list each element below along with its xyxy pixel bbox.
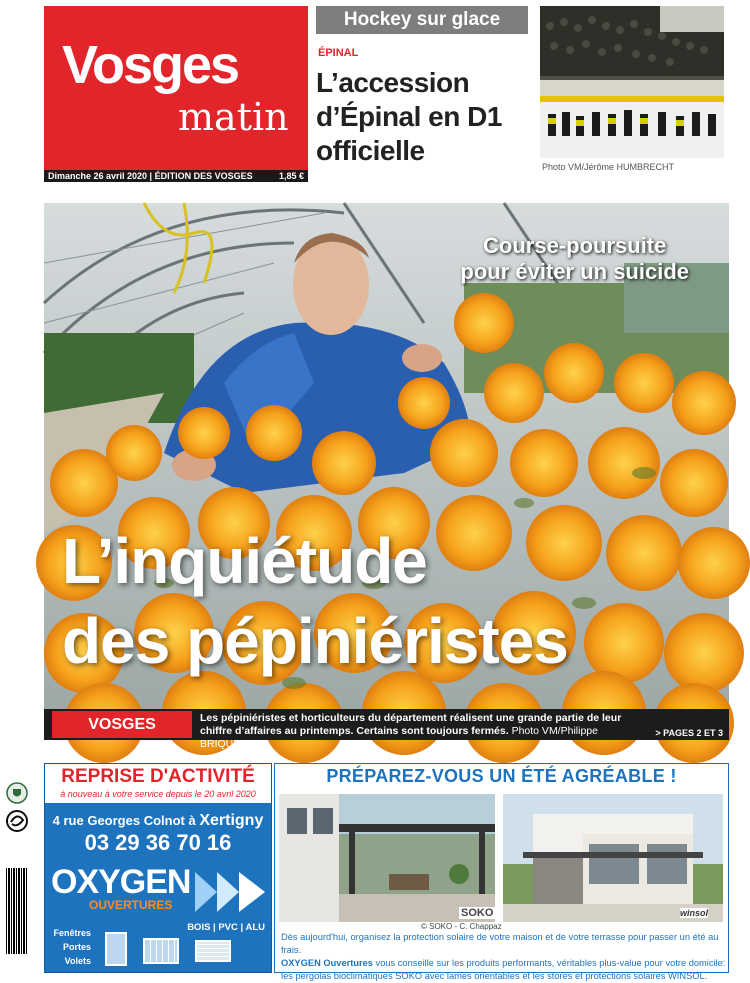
teaser-kicker: ÉPINAL <box>318 47 359 59</box>
product-windows: Fenêtres <box>53 928 91 938</box>
ad-oxygen-title: REPRISE D'ACTIVITÉ <box>45 764 271 790</box>
hockey-crowd-illustration <box>540 6 724 158</box>
house-photo <box>503 794 723 922</box>
product-shutters: Volets <box>64 956 91 966</box>
soko-logo: SOKO <box>461 907 494 919</box>
teaser-section-band[interactable]: Hockey sur glace <box>316 6 528 34</box>
lead-headline[interactable] <box>62 521 568 681</box>
edition-date: Dimanche 26 avril 2020 | ÉDITION DES VOSGES <box>48 171 253 181</box>
hockey-photo[interactable] <box>540 6 724 158</box>
ad-soko[interactable] <box>274 763 729 981</box>
coat-of-arms-icon <box>6 782 28 804</box>
window-icon <box>143 938 179 964</box>
lead-headline-line2: des pépiniéristes <box>62 605 568 677</box>
teaser-headline[interactable]: L’accession d’Épinal en D1 officielle <box>316 67 502 166</box>
winsol-logo: winsol <box>680 908 709 918</box>
hockey-photo-credit: Photo VM/Jérôme HUMBRECHT <box>542 162 675 172</box>
ad-oxygen-street: 4 rue Georges Colnot à <box>52 813 196 828</box>
ad-oxygen-brand: OXYGEN <box>51 863 191 901</box>
ad-oxygen-address <box>45 812 271 830</box>
ad-oxygen-phone[interactable]: 03 29 36 70 16 <box>84 830 232 855</box>
ad-oxygen-brand-sub: OUVERTURES <box>89 898 173 912</box>
ad-soko-body-1: Dès aujourd'hui, organisez la protection solaire de votre maison et de votre terrasse pour passer un été au frais. <box>281 932 719 955</box>
swirl-logo-icon <box>6 810 28 832</box>
lead-caption <box>200 712 630 751</box>
pergola-photo <box>279 794 495 922</box>
ad-soko-body-brand: OXYGEN Ouvertures <box>281 958 373 968</box>
ad-oxygen-town: Xertigny <box>199 812 264 829</box>
secondary-headline-line2: pour éviter un suicide <box>460 259 689 284</box>
lead-photo-credit: Photo VM/Philippe BRIQUELEUR <box>200 725 598 750</box>
secondary-headline[interactable] <box>460 233 689 285</box>
lead-headline-line1: L’inquiétude <box>62 525 427 597</box>
lead-caption-bar <box>44 709 729 750</box>
lead-caption-text: Les pépiniéristes et horticulteurs du département réalisent une grande partie de leur chiffre d’affaires au printemps. Certains sont toujours fermés. <box>200 712 622 737</box>
ad-soko-title: PRÉPAREZ-VOUS UN ÉTÉ AGRÉABLE ! <box>326 766 677 786</box>
ad-oxygen-materials: BOIS | PVC | ALU <box>187 922 265 933</box>
pages-link[interactable]: > PAGES 2 ET 3 <box>655 728 723 738</box>
shutter-icon <box>195 940 231 962</box>
masthead-logo[interactable] <box>44 6 308 182</box>
lead-photo[interactable] <box>44 203 729 739</box>
ad-soko-photo-credit: © SOKO - C. Chappaz <box>421 922 502 931</box>
door-icon <box>105 932 127 966</box>
logo-vosges: Vosges <box>62 35 239 95</box>
dateline <box>44 170 308 182</box>
ad-soko-body-2: vous conseille sur les produits performants, véritables plus-value pour votre domicile: <box>372 958 726 968</box>
ad-oxygen[interactable] <box>44 763 272 973</box>
product-doors: Portes <box>62 942 91 952</box>
section-tag[interactable]: VOSGES <box>52 711 192 738</box>
ad-soko-body-3: les pergolas bioclimatiques SOKO avec lames orientables et les stores et protections solaires WINSOL. <box>281 971 708 981</box>
play-arrows-icon <box>195 868 267 916</box>
ad-oxygen-subtitle: à nouveau à votre service depuis le 20 avril 2020 <box>45 789 271 803</box>
price: 1,85 € <box>278 171 304 181</box>
secondary-headline-line1: Course-poursuite <box>483 233 667 258</box>
barcode <box>6 868 28 954</box>
ad-soko-body <box>281 931 726 983</box>
ad-oxygen-products <box>51 926 91 968</box>
logo-matin: matin <box>178 95 289 139</box>
